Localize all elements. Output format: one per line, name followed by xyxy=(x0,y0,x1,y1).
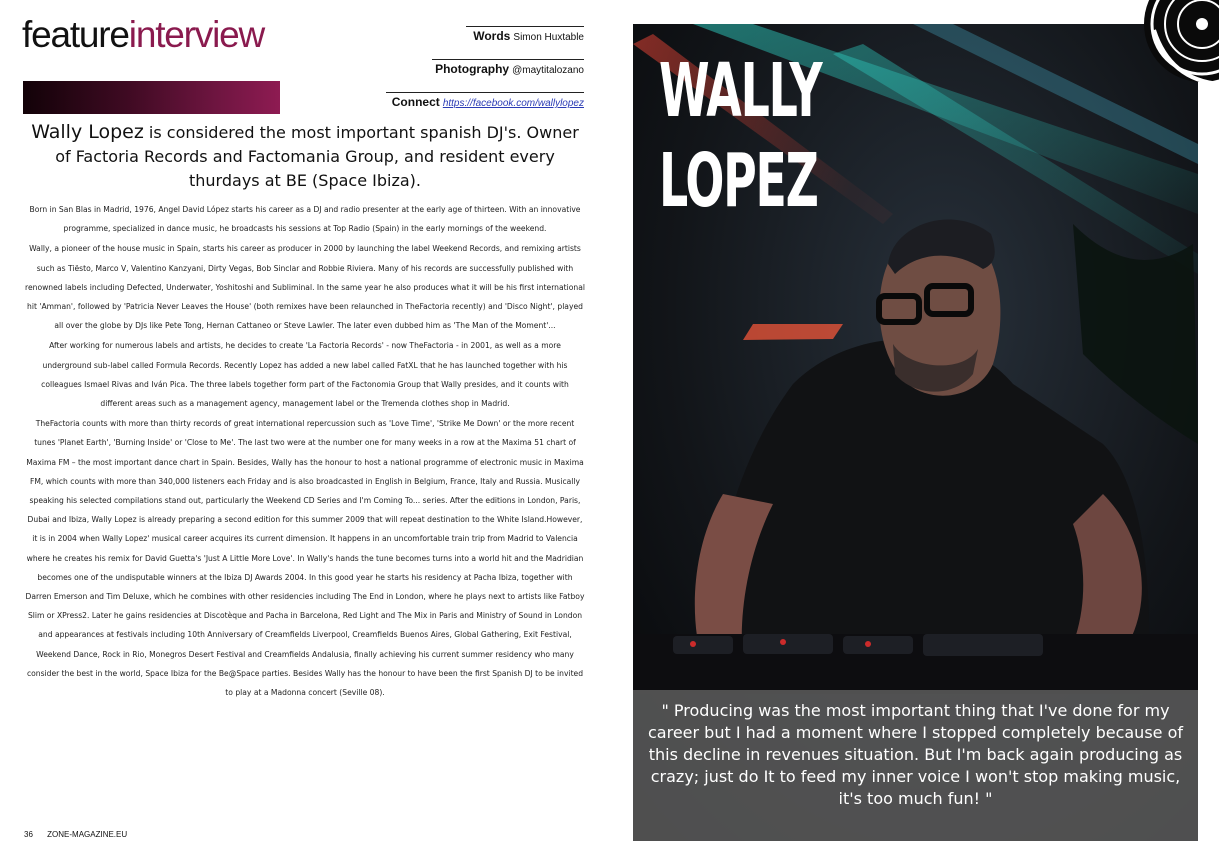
facebook-link[interactable]: https://facebook.com/wallylopez xyxy=(442,98,584,109)
credit-connect-label: Connect xyxy=(391,95,440,109)
article-paragraph: After working for numerous labels and artists, he decides to create 'La Factoria Records' - now TheFactoria - in 2001, as well as a more underground sub-label called Formula Records. Recently Lopez has added a new label called FatXL that he has launched together with his colleagues Ismael Rivas and Iván Pica. The three labels together form part of the Factonomia Group that Wally presides, and it counts with different areas such as a management agency, management label or the Tremenda clothes shop in Madrid. xyxy=(41,341,569,409)
feature-heading xyxy=(22,16,264,53)
credit-connect xyxy=(384,92,584,111)
intro-text: is considered the most important spanish DJ's. Owner of Factoria Records and Factomania Group, and resident every thurdays at BE (Space Ibiza). xyxy=(55,123,579,190)
photo-title xyxy=(659,46,821,226)
credit-words xyxy=(384,26,584,45)
credit-words-label: Words xyxy=(473,29,511,43)
photo-title-line2: LOPEZ xyxy=(659,138,818,224)
photo-panel xyxy=(633,24,1198,841)
credit-photography xyxy=(384,59,584,78)
article-body xyxy=(24,200,586,703)
article-paragraph: TheFactoria counts with more than thirty records of great international repercussion such as 'Love Time', 'Strike Me Down' or the more recent tunes 'Planet Earth', 'Burning Inside' or 'Close to Me'. The last two were at the number one for many weeks in a row at the Maxima 51 chart of Maxima FM – the most important dance chart in Spain. Besides, Wally has the honour to host a national programme of electronic music in Maxima FM, which counts with more than 340,000 listeners each Friday and is also broadcasted in English in Belgium, France, Italy and Russia. Musically speaking his selected compilations stand out, particularly the Weekend CD Series and I'm Coming To... series. After the editions in London, Paris, Dubai and Ibiza, Wally Lopez is already preparing a second edition for this summer 2009 that will repeat destination to the White Island.However, it is in 2004 when Wally Lopez' musical career acquires its current dimension. It happens in an uncomfortable train trip from Madrid to Valencia where he creates his remix for David Guetta's 'Just A Little More Love'. In Wally's hands the tune becomes turns into a world hit and the Madridian becomes one of the undisputable winners at the Ibiza DJ Awards 2004. In this good year he starts his residency at Pacha Ibiza, together with Darren Emerson and Tim Deluxe, which he combines with other residencies including The End in London, where he plays next to artists like Fatboy Slim or XPress2. Later he gains residencies at Discotèque and Pacha in Barcelona, Red Light and The Mix in Paris and Ministry of Sound in London and appearances at festivals including 10th Anniversary of Creamfields Liverpool, Creamfields Buenos Aires, Global Gathering, Exit Festival, Weekend Dance, Rock in Rio, Monegros Desert Festival and Creamfields Andalusia, finally achieving his current summer residency who many consider the best in the world, Space Ibiza for the Be@Space parties. Besides Wally has the honour to have been the first Spanish DJ to be invited to play at a Madonna concert (Seville 08). xyxy=(25,419,585,698)
pull-quote-text: " Producing was the most important thing that I've done for my career but I had a moment where I stopped completely because of this decline in revenues situation. But I'm back again producing as crazy; just do It to feed my inner voice I won't stop making music, it's too much fun! " xyxy=(647,701,1183,808)
credit-photography-value: @maytitalozano xyxy=(512,65,584,76)
vinyl-record-icon xyxy=(1140,0,1219,88)
credits-block xyxy=(384,26,584,111)
intro-name: Wally Lopez xyxy=(31,121,144,143)
page-number: 36 xyxy=(24,830,33,839)
site-name: ZONE-MAGAZINE.EU xyxy=(47,830,128,839)
credit-words-value: Simon Huxtable xyxy=(513,32,584,43)
article-paragraph: Wally, a pioneer of the house music in Spain, starts his career as producer in 2000 by launching the label Weekend Records, and remixing artists such as Tiësto, Marco V, Valentino Kanzyani, Dirty Vegas, Bob Sinclar and Robbie Riviera. Many of his records are successfully published with renowned labels including Defected, Underwater, Yoshitoshi and Subliminal. In the same year he also produces what it will be his first international hit 'Amman', followed by 'Patricia Never Leaves the House' (both remixes have been relaunched in TheFactoria recently) and 'Disco Night', played all over the globe by DJs like Pete Tong, Hernan Cattaneo or Steve Lawler. The later even dubbed him as 'The Man of the Moment'... xyxy=(25,244,585,331)
intro-paragraph xyxy=(24,120,586,193)
photo-title-line1: WALLY xyxy=(659,48,822,134)
credit-photography-label: Photography xyxy=(435,62,510,76)
article-paragraph: Born in San Blas in Madrid, 1976, Angel David López starts his career as a DJ and radio presenter at the early age of thirteen. With an innovative programme, specialized in dance music, he broadcasts his sessions at Top Radio (Spain) in the early mornings of the weekend. xyxy=(29,205,581,234)
page-footer xyxy=(24,830,139,839)
heading-interview: interview xyxy=(128,14,264,55)
gradient-bar xyxy=(23,81,280,114)
pull-quote xyxy=(633,690,1198,841)
heading-feature: feature xyxy=(22,14,129,55)
